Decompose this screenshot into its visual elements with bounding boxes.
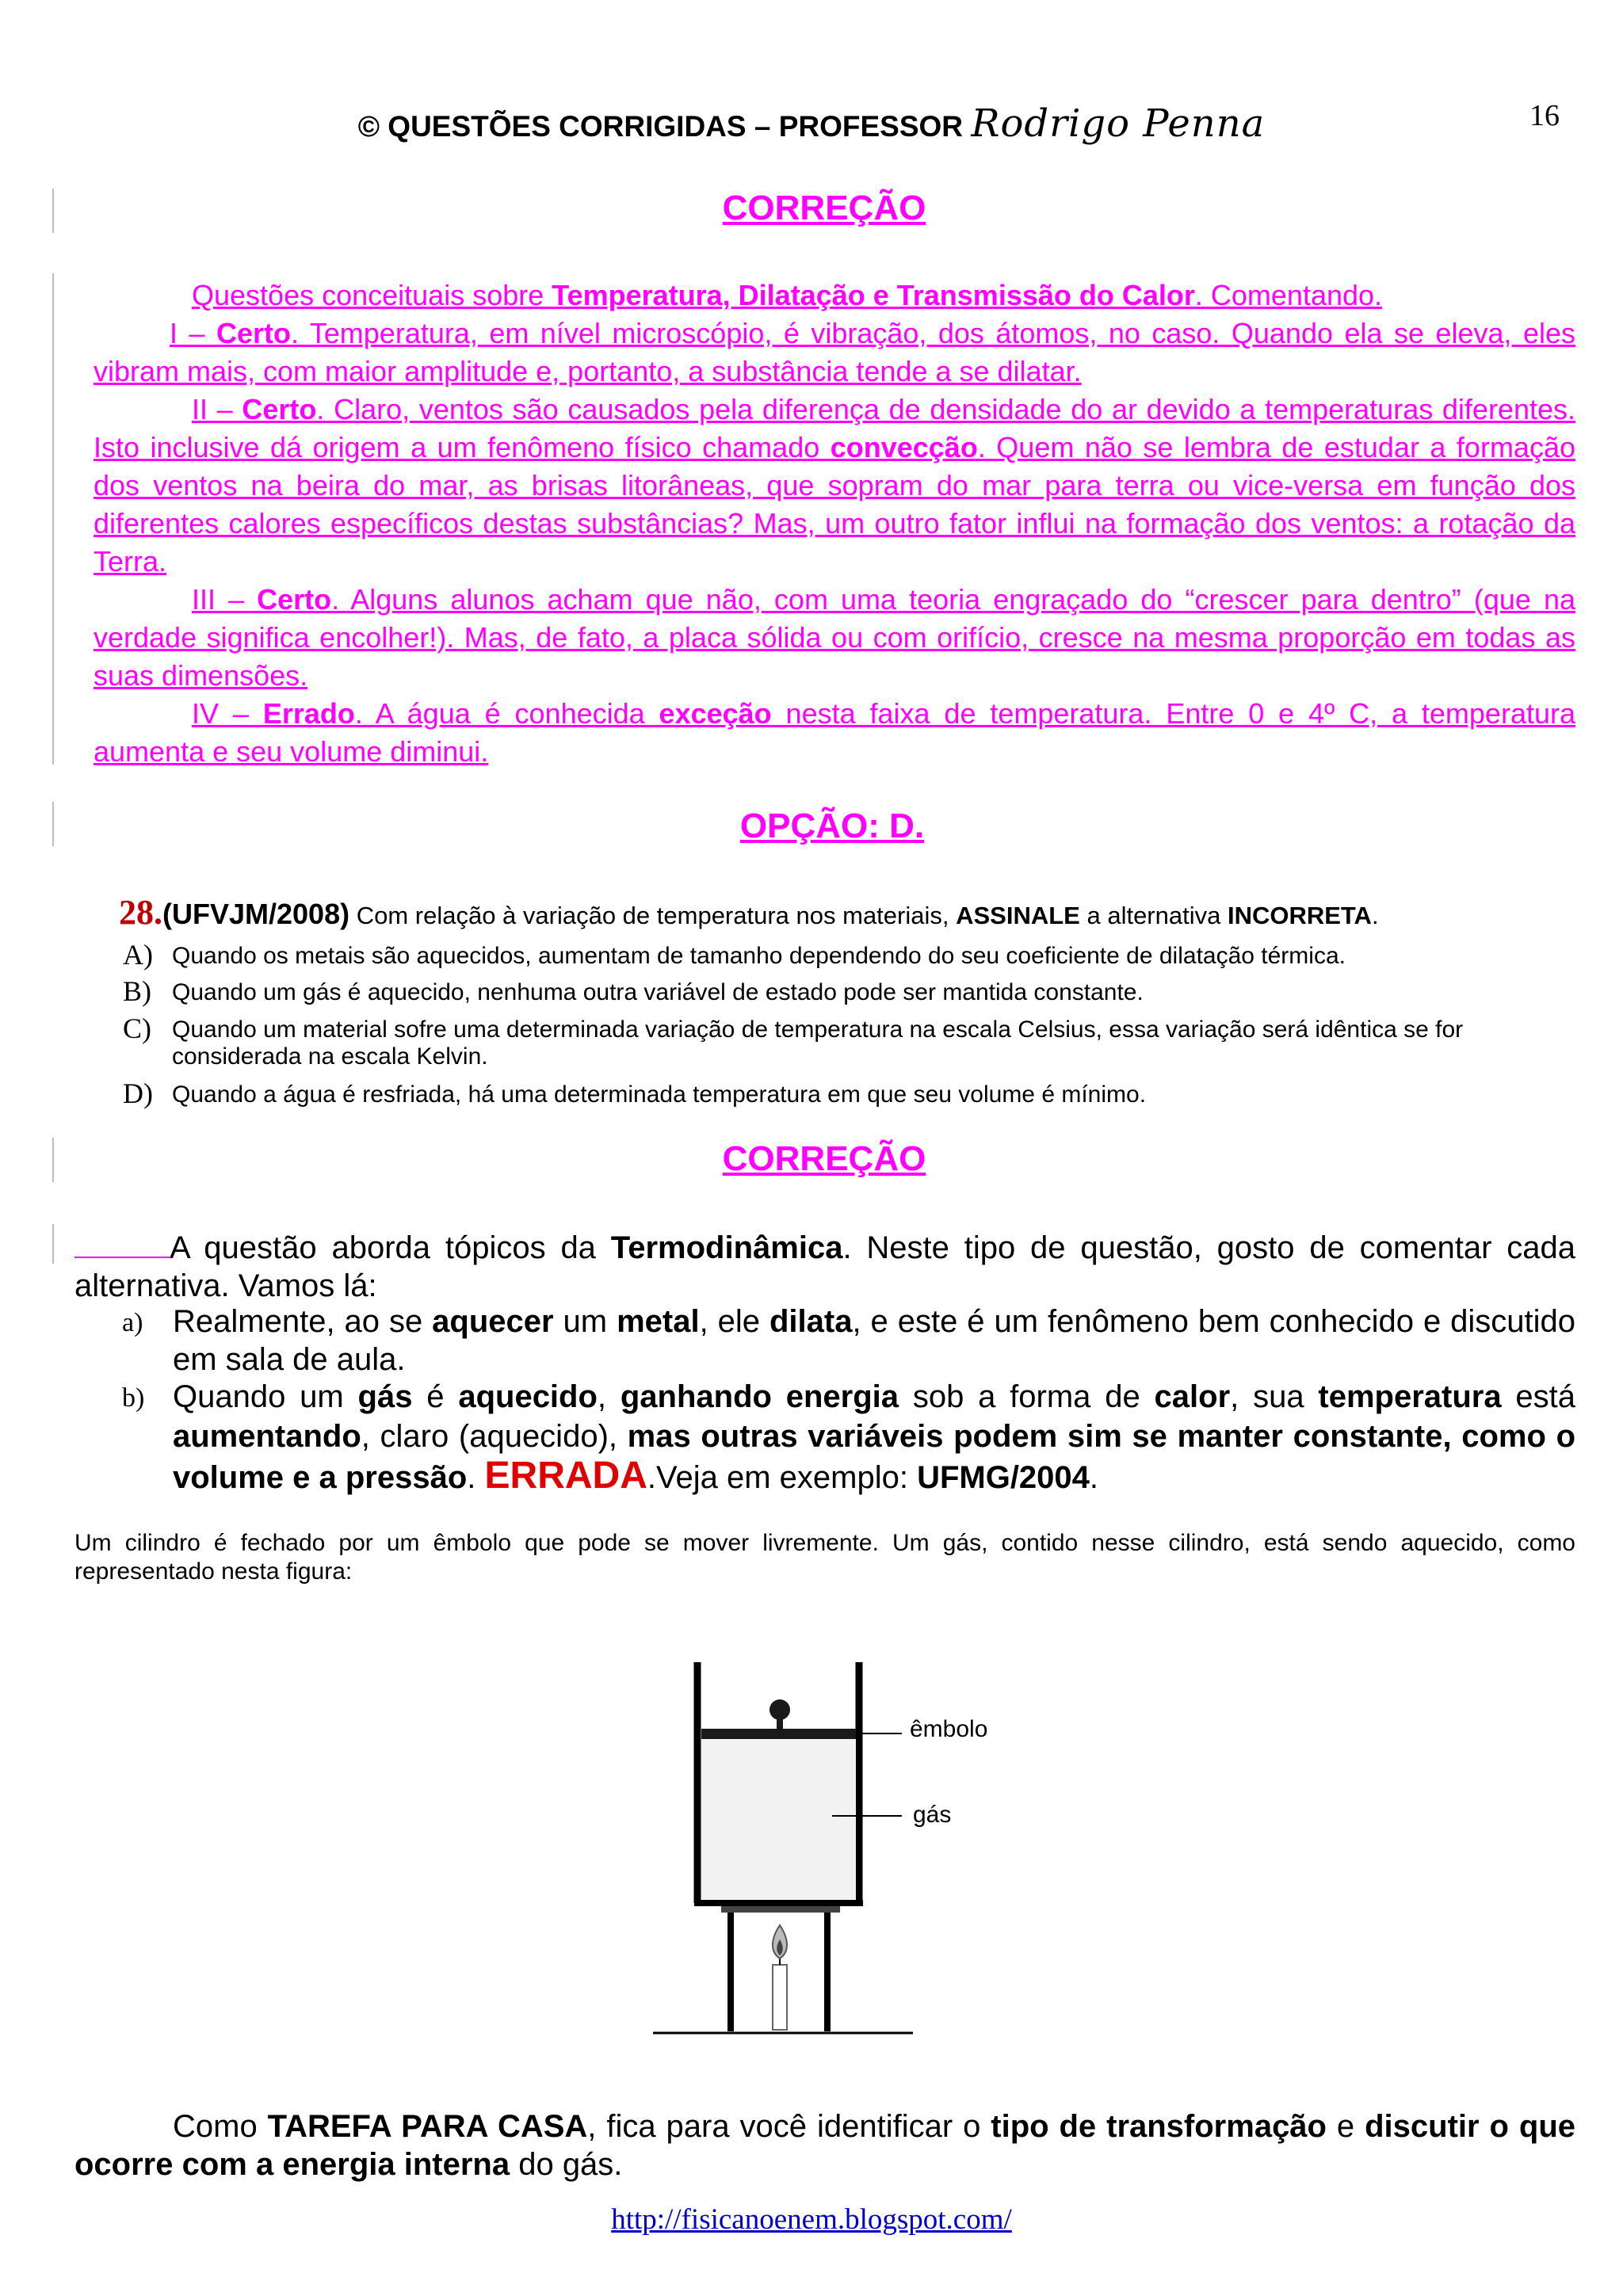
text: TAREFA PARA CASA [267, 2109, 588, 2144]
errada-label: ERRADA [484, 1455, 647, 1497]
option-text: Quando os metais são aquecidos, aumentam de tamanho dependendo do seu coeficiente de dilatação térmica. [172, 943, 1346, 969]
option-letter: D) [123, 1077, 153, 1109]
text: UFMG/2004 [917, 1460, 1090, 1495]
page-header [0, 101, 1623, 146]
verdict: Certo [257, 583, 332, 616]
text: a alternativa [1079, 902, 1228, 929]
cylinder-figure [634, 1648, 1014, 2060]
text: , claro (aquecido), [361, 1419, 628, 1454]
text: nesta faixa de temperatura. Entre 0 e 4º C, a temperatura aumenta e seu volume diminui. [94, 697, 1575, 768]
answer-option: OPÇÃO: D. [739, 807, 925, 845]
text: , e este é um fenômeno bem conhecido e discutido em sala de aula. [173, 1304, 1576, 1377]
item-text [173, 1377, 1575, 1497]
text: metal [617, 1304, 700, 1339]
candle [773, 1965, 787, 2030]
text: discutir o que ocorre com a energia interna [74, 2109, 1576, 2182]
change-bar [52, 273, 54, 765]
text: Quando um [173, 1379, 358, 1414]
text: , sua [1230, 1379, 1319, 1414]
text: dilata [769, 1304, 853, 1339]
option-c [123, 1013, 1577, 1070]
option-letter: A) [123, 939, 153, 971]
question-number: 28. [119, 893, 162, 932]
text: . Temperatura, em nível microscópio, é vibração, dos átomos, no caso. Quando ela se eleva, eles vibram mais, com maior amplitude e, portanto, a substância tende a se dilatar. [94, 317, 1576, 387]
text: , fica para você identificar o [587, 2109, 991, 2144]
item-letter: a) [122, 1308, 143, 1337]
footer-link[interactable]: http://fisicanoenem.blogspot.com/ [611, 2203, 1012, 2236]
correction-heading: CORREÇÃO [722, 189, 926, 227]
option-d [123, 1077, 1577, 1109]
text: Questões conceituais sobre [192, 279, 552, 311]
verdict: Certo [216, 317, 291, 349]
item-iv [94, 695, 1575, 771]
text: está [1501, 1379, 1575, 1414]
page-number: 16 [1529, 99, 1560, 132]
item-b [119, 1377, 1575, 1497]
option-text: Quando um material sofre uma determinada variação de temperatura na escala Celsius, essa variação será idêntica se for considerada na escala Kelvin. [172, 1016, 1464, 1070]
verdict: Errado [262, 697, 355, 730]
indent-underline [74, 1228, 170, 1258]
option-letter: C) [123, 1013, 151, 1044]
item-i [94, 315, 1575, 391]
text: um [553, 1304, 617, 1339]
text: . Quem não se lembra de estudar a formação dos ventos na beira do mar, as brisas litorâneas, que sopram do mar para terra ou vice-versa em função dos diferentes calores específicos destas substâncias? Mas, um outro fator influi na formação dos ventos: a rotação da Terra. [94, 431, 1575, 578]
verdict: Certo [242, 393, 317, 425]
text: ganhando energia [620, 1379, 899, 1414]
author-signature: Rodrigo Penna [971, 101, 1266, 146]
text: Como [173, 2109, 268, 2144]
keyword: exceção [659, 697, 772, 730]
stand-leg-left [727, 1913, 734, 2031]
topic-bold: Temperatura, Dilatação e Transmissão do Calor [552, 279, 1195, 311]
item-iii [94, 581, 1575, 695]
text: . Alguns alunos acham que não, com uma teoria engraçado do “crescer para dentro” (que na verdade significa encolher!). Mas, de fato, a placa sólida ou com orifício, cresce na mesma proporção em todas as suas dimensões. [94, 583, 1575, 692]
text: calor [1154, 1379, 1231, 1414]
text: do gás. [510, 2147, 623, 2182]
question-source: (UFVJM/2008) [162, 898, 350, 930]
text: ASSINALE [956, 902, 1080, 929]
base-plate [721, 1906, 840, 1913]
header-title: © QUESTÕES CORRIGIDAS – PROFESSOR [357, 110, 964, 143]
correction-text [94, 277, 1575, 771]
label-piston: êmbolo [910, 1716, 988, 1742]
option-letter: B) [123, 975, 151, 1007]
text: . [467, 1460, 485, 1495]
text: mas outras variáveis podem sim se manter constante, como o volume e a pressão [173, 1419, 1575, 1495]
keyword: convecção [830, 431, 978, 463]
text: temperatura [1318, 1379, 1502, 1414]
text: Com relação à variação de temperatura nos materiais, [349, 902, 957, 929]
option-text: Quando a água é resfriada, há uma determinada temperatura em que seu volume é mínimo. [172, 1081, 1147, 1108]
stand-leg-right [824, 1913, 831, 2031]
text: .Veja em exemplo: [647, 1460, 918, 1495]
text: , [597, 1379, 621, 1414]
correction-intro [74, 1228, 1575, 1305]
intro-paragraph [94, 277, 1575, 315]
item-text [173, 1302, 1575, 1379]
question-stem [119, 893, 1577, 932]
text: tipo de transformação [991, 2109, 1327, 2144]
text: II – [192, 393, 242, 425]
change-bar [52, 1224, 54, 1264]
ufmg-statement: Um cilindro é fechado por um êmbolo que pode se mover livremente. Um gás, contido nesse cilindro, está sendo aquecido, como representado nesta figura: [74, 1530, 1575, 1585]
text: gás [357, 1379, 413, 1414]
text: aumentando [173, 1419, 361, 1454]
cylinder-base [694, 1900, 863, 1906]
homework-paragraph [74, 2107, 1575, 2183]
text: . Comentando. [1194, 279, 1383, 311]
text: Realmente, ao se [173, 1304, 433, 1339]
text: A questão aborda tópicos da [170, 1230, 611, 1265]
text: INCORRETA [1227, 902, 1372, 929]
text: e [1327, 2109, 1365, 2144]
text: . [1089, 1460, 1099, 1495]
option-a [123, 939, 1577, 971]
text: . [1371, 902, 1379, 929]
text: é [412, 1379, 459, 1414]
text: , ele [699, 1304, 769, 1339]
piston-knob [769, 1699, 790, 1720]
text: aquecer [432, 1304, 554, 1339]
text: sob a forma de [899, 1379, 1155, 1414]
gas-region [701, 1737, 856, 1900]
text: Termodinâmica [610, 1230, 843, 1265]
text: IV – [192, 697, 263, 730]
text: . Neste tipo de questão, gosto de comentar cada alternativa. Vamos lá: [74, 1230, 1575, 1303]
label-gas: gás [913, 1802, 952, 1828]
option-b [123, 975, 1577, 1007]
item-a [119, 1302, 1575, 1379]
option-text: Quando um gás é aquecido, nenhuma outra variável de estado pode ser mantida constante. [172, 979, 1144, 1005]
text: . A água é conhecida [354, 697, 659, 730]
text: aquecido [458, 1379, 598, 1414]
text: I – [170, 317, 216, 349]
item-ii [94, 391, 1575, 581]
text: . Claro, ventos são causados pela diferença de densidade do ar devido a temperaturas diferentes. Isto inclusive dá origem a um fenômeno físico chamado [94, 393, 1575, 463]
item-letter: b) [122, 1383, 145, 1413]
correction-heading: CORREÇÃO [722, 1139, 926, 1178]
text: III – [192, 583, 258, 616]
